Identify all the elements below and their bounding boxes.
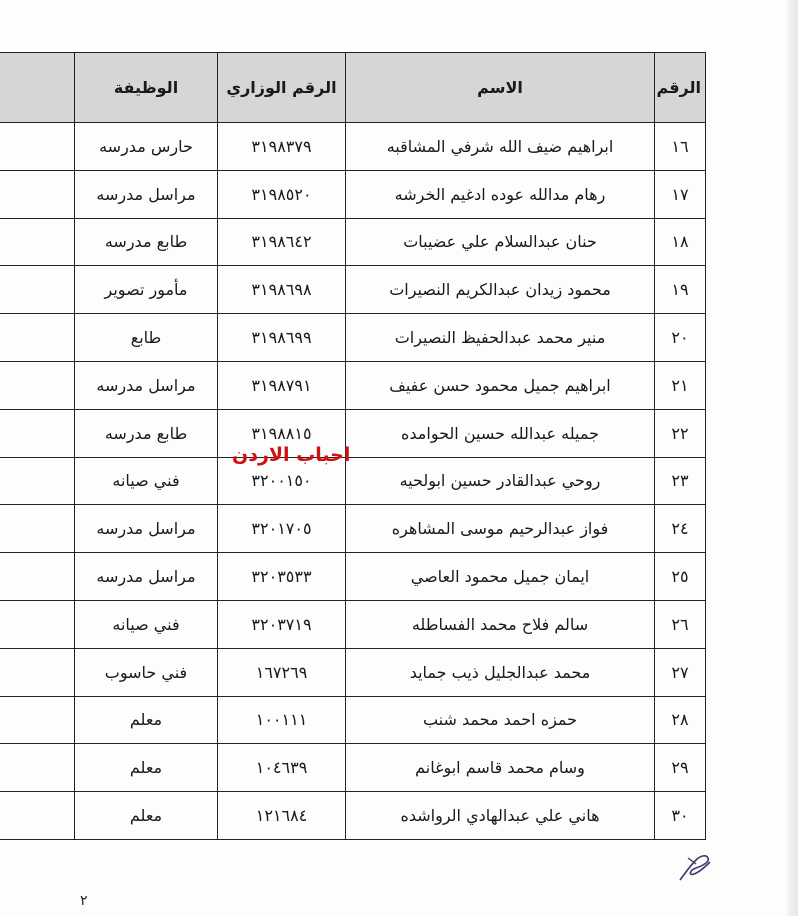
row-ministerial-number: ٣١٩٨٦٤٢ <box>218 218 346 266</box>
row-ministerial-number: ٣١٩٨٣٧٩ <box>218 123 346 171</box>
table-row <box>0 792 706 840</box>
row-center <box>0 457 75 505</box>
row-center <box>0 170 75 218</box>
row-job: فني صيانه <box>75 457 218 505</box>
row-name: ابراهيم جميل محمود حسن عفيف <box>346 361 655 409</box>
table-row <box>0 409 706 457</box>
row-job: حارس مدرسه <box>75 123 218 171</box>
row-job: طابع مدرسه <box>75 409 218 457</box>
row-center <box>0 600 75 648</box>
row-name: روحي عبدالقادر حسين ابولحيه <box>346 457 655 505</box>
row-job: معلم <box>75 696 218 744</box>
row-center <box>0 361 75 409</box>
row-name: ايمان جميل محمود العاصي <box>346 553 655 601</box>
row-ministerial-number: ٣٢٠٠١٥٠ <box>218 457 346 505</box>
row-job: معلم <box>75 744 218 792</box>
row-number: ٢٦ <box>655 600 706 648</box>
row-job: فني حاسوب <box>75 648 218 696</box>
row-ministerial-number: ٣١٩٨٨١٥ <box>218 409 346 457</box>
row-number: ٢٠ <box>655 314 706 362</box>
row-job: فني صيانه <box>75 600 218 648</box>
row-center <box>0 792 75 840</box>
row-center <box>0 553 75 601</box>
row-center <box>0 505 75 553</box>
row-number: ١٩ <box>655 266 706 314</box>
row-job: معلم <box>75 792 218 840</box>
table-row <box>0 170 706 218</box>
row-center <box>0 648 75 696</box>
table-row <box>0 314 706 362</box>
table-row <box>0 648 706 696</box>
header-job: الوظيفة <box>75 53 218 123</box>
table-row <box>0 553 706 601</box>
row-ministerial-number: ١٠٠١١١ <box>218 696 346 744</box>
row-center <box>0 123 75 171</box>
header-center <box>0 53 75 123</box>
row-name: جميله عبدالله حسين الحوامده <box>346 409 655 457</box>
row-name: محمد عبدالجليل ذيب جمايد <box>346 648 655 696</box>
row-name: هاني علي عبدالهادي الرواشده <box>346 792 655 840</box>
row-ministerial-number: ٣٢٠٣٥٣٣ <box>218 553 346 601</box>
row-number: ١٨ <box>655 218 706 266</box>
row-name: منير محمد عبدالحفيظ النصيرات <box>346 314 655 362</box>
row-ministerial-number: ٣١٩٨٥٢٠ <box>218 170 346 218</box>
row-job: مراسل مدرسه <box>75 170 218 218</box>
row-ministerial-number: ٣١٩٨٦٩٨ <box>218 266 346 314</box>
row-job: مراسل مدرسه <box>75 505 218 553</box>
row-center <box>0 744 75 792</box>
table-row <box>0 361 706 409</box>
watermark-text: احباب الاردن <box>232 444 351 466</box>
row-number: ٢١ <box>655 361 706 409</box>
row-number: ١٧ <box>655 170 706 218</box>
row-ministerial-number: ٣١٩٨٦٩٩ <box>218 314 346 362</box>
row-center <box>0 218 75 266</box>
row-name: محمود زيدان عبدالكريم النصيرات <box>346 266 655 314</box>
row-name: سالم فلاح محمد الفساطله <box>346 600 655 648</box>
row-center <box>0 696 75 744</box>
row-job: مراسل مدرسه <box>75 361 218 409</box>
row-number: ٣٠ <box>655 792 706 840</box>
row-ministerial-number: ٣١٩٨٧٩١ <box>218 361 346 409</box>
row-number: ١٦ <box>655 123 706 171</box>
row-number: ٢٤ <box>655 505 706 553</box>
table-header-row <box>0 53 706 123</box>
row-number: ٢٧ <box>655 648 706 696</box>
table-body <box>0 123 706 840</box>
header-name: الاسم <box>346 53 655 123</box>
row-ministerial-number: ١٢١٦٨٤ <box>218 792 346 840</box>
row-number: ٢٨ <box>655 696 706 744</box>
row-job: مراسل مدرسه <box>75 553 218 601</box>
header-number: الرقم <box>655 53 706 123</box>
table-row <box>0 266 706 314</box>
table-row <box>0 600 706 648</box>
table-row <box>0 123 706 171</box>
row-number: ٢٥ <box>655 553 706 601</box>
row-number: ٢٩ <box>655 744 706 792</box>
row-ministerial-number: ١٦٧٢٦٩ <box>218 648 346 696</box>
row-name: رهام مدالله عوده ادغيم الخرشه <box>346 170 655 218</box>
row-center <box>0 314 75 362</box>
row-ministerial-number: ٣٢٠١٧٠٥ <box>218 505 346 553</box>
signature-mark <box>676 850 714 884</box>
row-name: وسام محمد قاسم ابوغانم <box>346 744 655 792</box>
table-row <box>0 696 706 744</box>
row-name: حمزه احمد محمد شنب <box>346 696 655 744</box>
header-ministerial-number: الرقم الوزاري <box>218 53 346 123</box>
row-center <box>0 266 75 314</box>
row-ministerial-number: ١٠٤٦٣٩ <box>218 744 346 792</box>
table-row <box>0 457 706 505</box>
row-job: طابع <box>75 314 218 362</box>
row-name: ابراهيم ضيف الله شرفي المشاقبه <box>346 123 655 171</box>
row-number: ٢٣ <box>655 457 706 505</box>
row-number: ٢٢ <box>655 409 706 457</box>
employees-table <box>0 52 706 840</box>
row-job: طابع مدرسه <box>75 218 218 266</box>
row-ministerial-number: ٣٢٠٣٧١٩ <box>218 600 346 648</box>
table-row <box>0 744 706 792</box>
table-row <box>0 505 706 553</box>
page-number: ٢ <box>80 893 88 909</box>
scan-edge-shadow <box>784 0 798 916</box>
row-name: فواز عبدالرحيم موسى المشاهره <box>346 505 655 553</box>
row-center <box>0 409 75 457</box>
row-job: مأمور تصوير <box>75 266 218 314</box>
table-row <box>0 218 706 266</box>
row-name: حنان عبدالسلام علي عضيبات <box>346 218 655 266</box>
